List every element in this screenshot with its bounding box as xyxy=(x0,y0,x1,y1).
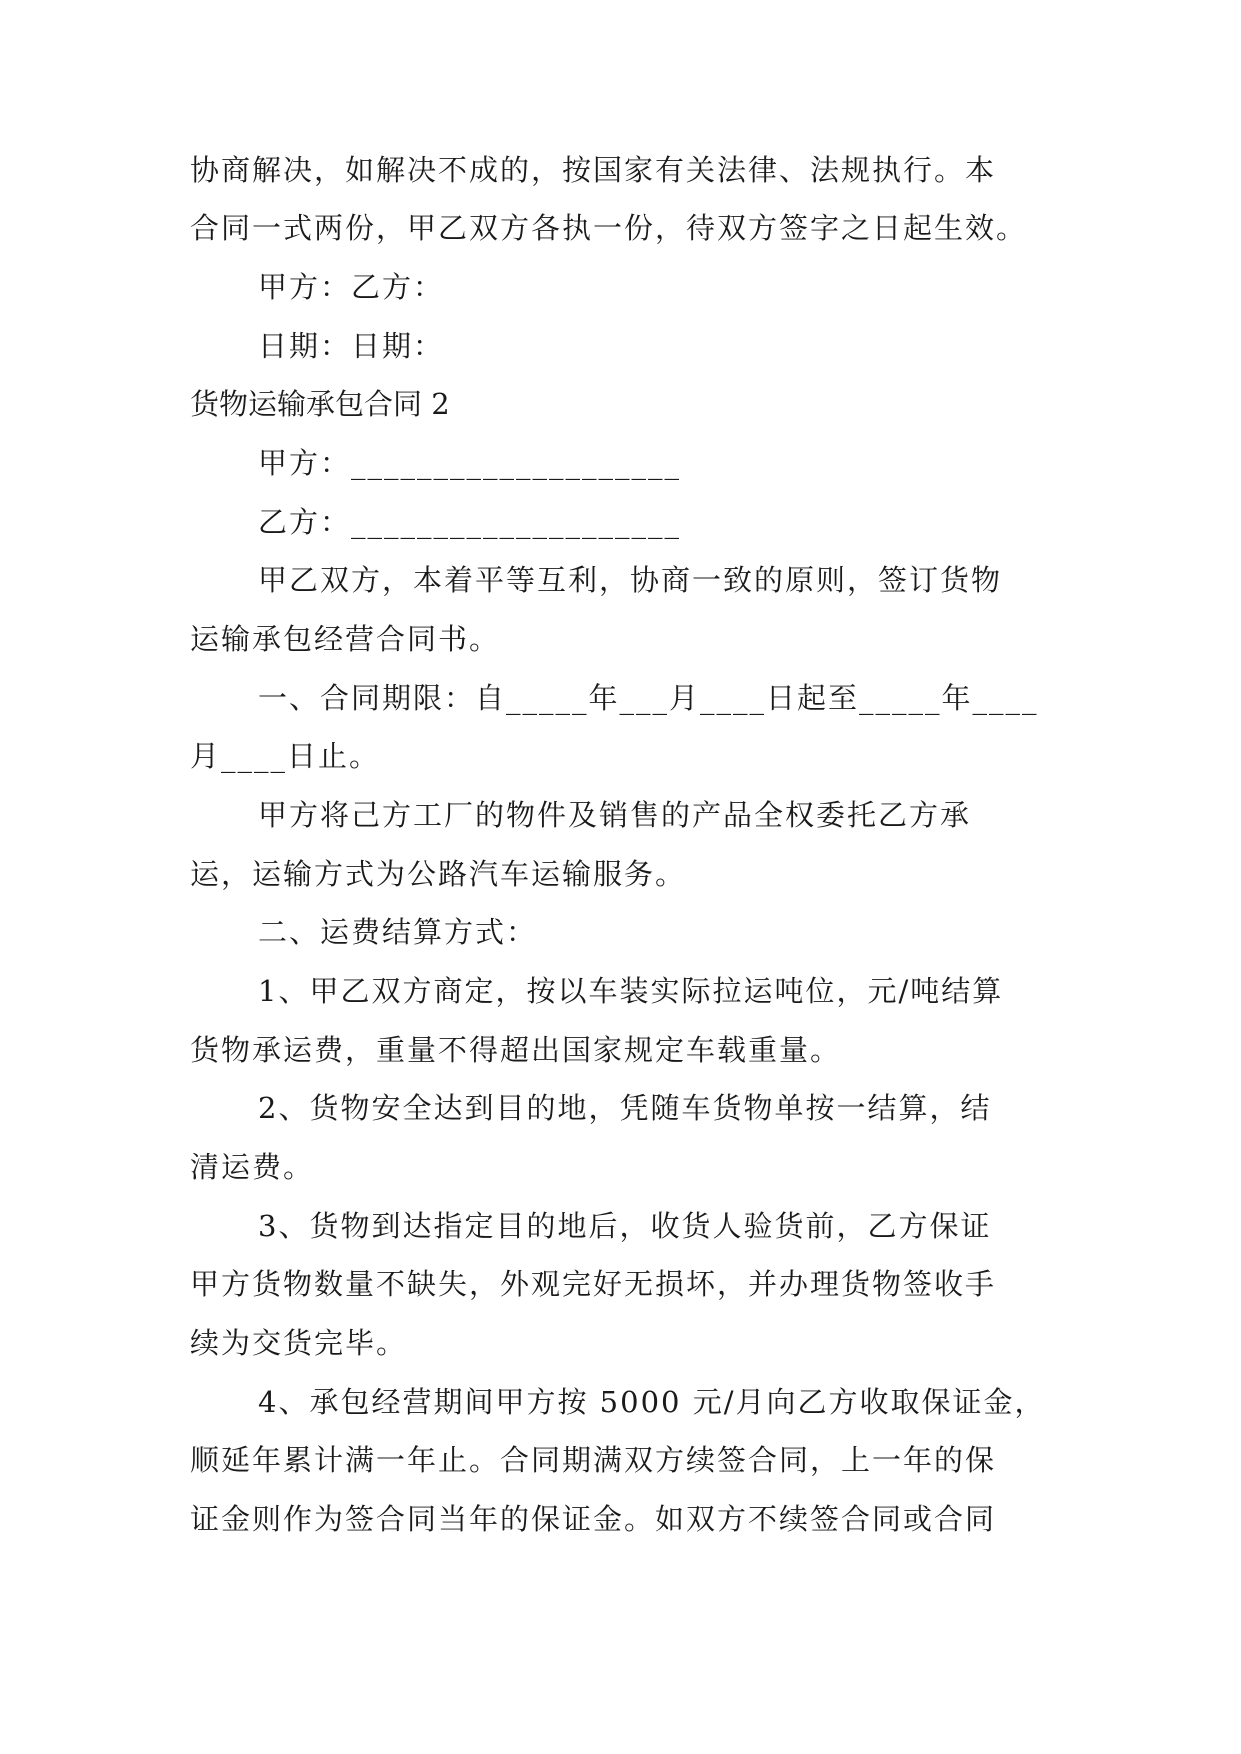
text-line: 甲乙双方，本着平等互利，协商一致的原则，签订货物 xyxy=(258,563,1003,597)
section-heading: 二、运费结算方式： xyxy=(258,915,538,949)
text-line: 运，运输方式为公路汽车运输服务。 xyxy=(190,857,687,891)
clause-line: 货物承运费，重量不得超出国家规定车载重量。 xyxy=(190,1033,842,1067)
clause-line: 甲方货物数量不缺失，外观完好无损坏，并办理货物签收手 xyxy=(190,1267,997,1301)
contract-title: 货物运输承包合同 2 xyxy=(190,387,450,421)
clause-line: 4、承包经营期间甲方按 5000 元/月向乙方收取保证金， xyxy=(258,1385,1046,1419)
contract-term-line: 一、合同期限：自_____年___月____日起至_____年____ xyxy=(258,681,1039,715)
clause-line: 2、货物安全达到目的地，凭随车货物单按一结算，结 xyxy=(258,1091,992,1125)
party-a-line: 甲方：____________________ xyxy=(258,446,682,480)
clause-line: 续为交货完毕。 xyxy=(190,1326,408,1360)
text-line: 甲方将己方工厂的物件及销售的产品全权委托乙方承 xyxy=(258,798,972,832)
text-line: 协商解决，如解决不成的，按国家有关法律、法规执行。本 xyxy=(190,153,997,187)
clause-line: 清运费。 xyxy=(190,1150,315,1184)
signature-dates-line: 日期：日期： xyxy=(258,329,445,363)
clause-line: 证金则作为签合同当年的保证金。如双方不续签合同或合同 xyxy=(190,1502,997,1536)
text-line: 运输承包经营合同书。 xyxy=(190,622,501,656)
signature-parties-line: 甲方：乙方： xyxy=(258,270,445,304)
contract-term-line: 月____日止。 xyxy=(190,739,381,773)
clause-line: 3、货物到达指定目的地后，收货人验货前，乙方保证 xyxy=(258,1209,992,1243)
clause-line: 1、甲乙双方商定，按以车装实际拉运吨位，元/吨结算 xyxy=(258,974,1004,1008)
party-b-line: 乙方：____________________ xyxy=(258,505,682,539)
clause-line: 顺延年累计满一年止。合同期满双方续签合同，上一年的保 xyxy=(190,1443,997,1477)
text-line: 合同一式两份，甲乙双方各执一份，待双方签字之日起生效。 xyxy=(190,211,1028,245)
